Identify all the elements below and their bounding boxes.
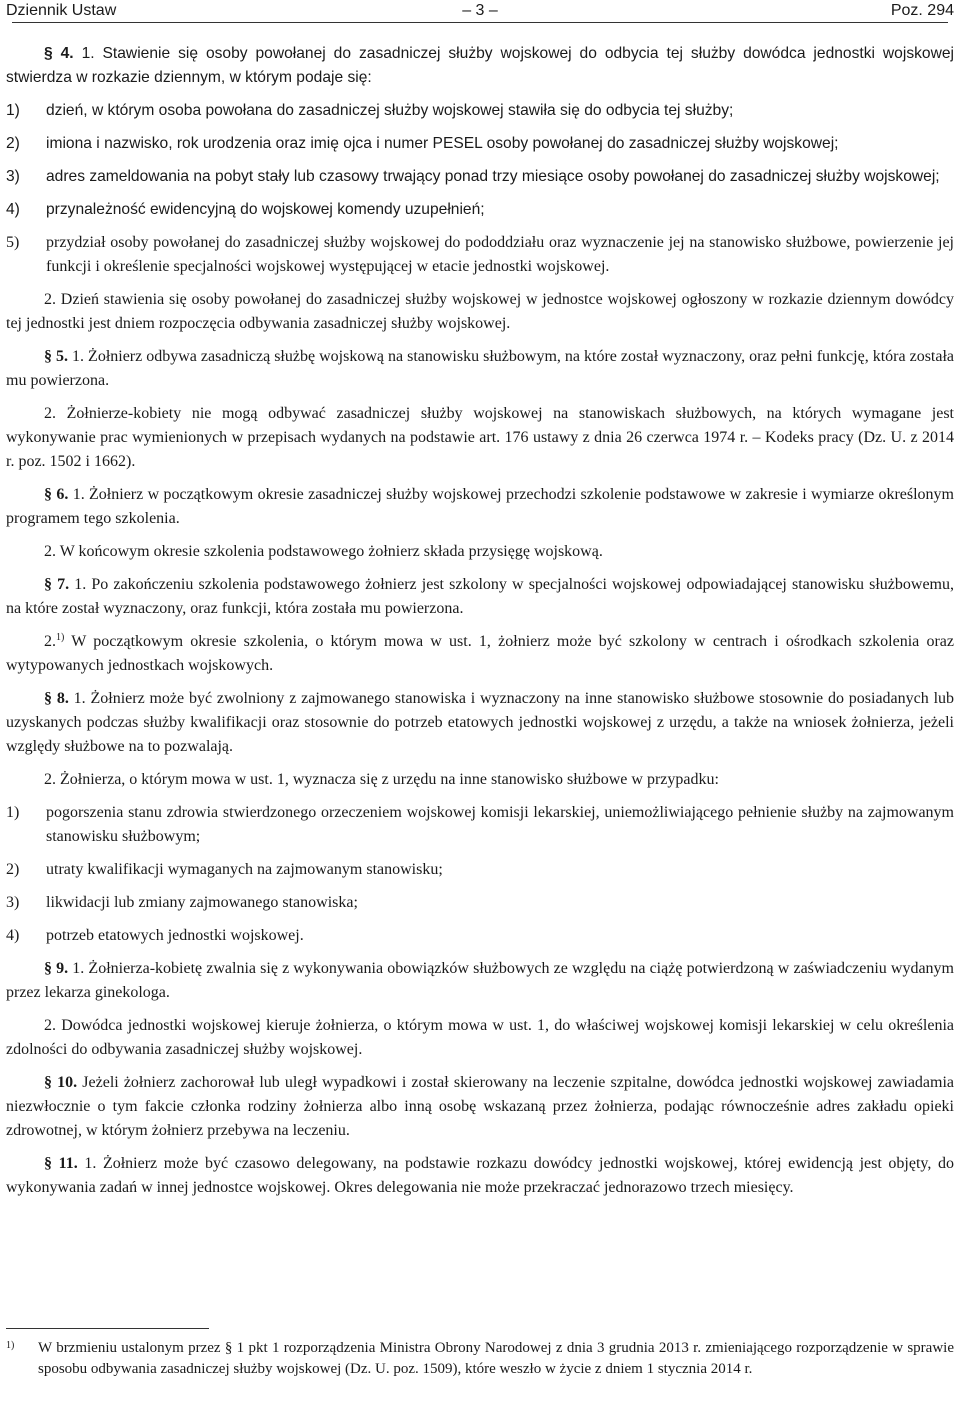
section-8-paragraph-2: 2. Żołnierza, o którym mowa w ust. 1, wyznacza się z urzędu na inne stanowisko służbowe w przypadku: — [44, 771, 719, 788]
footnote-number: 1) — [6, 1340, 15, 1351]
section-4-number: § 4. — [44, 45, 74, 62]
section-10-paragraph: § 10. Jeżeli żołnierz zachorował lub uległ wypadkowi i został skierowany na leczenie szpitalne, dowódca jednostki wojskowej zawiadamia niezwłocznie o tym fakcie członka rodziny żołnierza albo inną osobę wskazaną przez żołnierza, podając równocześnie adres zakładu opieki zdrowotnej, w którym żołnierz przebywa na leczeniu. — [6, 1074, 955, 1139]
section-4-paragraph-1: § 4. 1. Stawienie się osoby powołanej do zasadniczej służby wojskowej do odbycia tej służby dowódca jednostki wojskowej stwierdza w rozkazie dziennym, w którym podaje się: — [6, 45, 954, 86]
section-4-item: 4) przynależność ewidencyjną do wojskowej komendy uzupełnień; — [6, 201, 485, 218]
section-4-paragraph-2: 2. Dzień stawienia się osoby powołanej do zasadniczej służby wojskowej w jednostce wojskowej ogłoszony w rozkazie dziennym dowódcy tej jednostki jest dniem rozpoczęcia odbywania zasadniczej służby wojskowej. — [6, 291, 954, 332]
footnote — [6, 1338, 954, 1380]
section-6-paragraph-2: 2. W końcowym okresie szkolenia podstawowego żołnierz składa przysięgę wojskową. — [44, 543, 603, 560]
section-7-number: § 7. — [44, 576, 70, 593]
section-5-paragraph-1: § 5. 1. Żołnierz odbywa zasadniczą służbę wojskową na stanowisku służbowym, na które został wyznaczony, oraz pełni funkcję, która została mu powierzona. — [6, 348, 955, 389]
header-rule — [12, 22, 948, 23]
section-4-item: 3) adres zameldowania na pobyt stały lub czasowy trwający ponad trzy miesiące osoby powołanej do zasadniczej służby wojskowej; — [6, 168, 940, 185]
document-body — [6, 42, 954, 1209]
section-4-item: 5) przydział osoby powołanej do zasadniczej służby wojskowej do pododdziału oraz wyznaczenie jej na stanowisko służbowe, powierzenie jej funkcji i określenie specjalności wojskowej występującej w etacie jednostki wojskowej. — [6, 234, 954, 275]
section-5-number: § 5. — [44, 348, 69, 365]
section-11-number: § 11. — [44, 1155, 78, 1172]
section-8-item: 1) pogorszenia stanu zdrowia stwierdzonego orzeczeniem wojskowej komisji lekarskiej, uniemożliwiającego pełnienie służby na zajmowanym stanowisku służbowym; — [6, 804, 954, 845]
section-4-item: 2) imiona i nazwisko, rok urodzenia oraz imię ojca i numer PESEL osoby powołanej do zasadniczej służby wojskowej; — [6, 135, 839, 152]
section-9-number: § 9. — [44, 960, 69, 977]
journal-title: Dziennik Ustaw — [6, 2, 117, 19]
section-9-paragraph-1: § 9. 1. Żołnierza-kobietę zwalnia się z wykonywania obowiązków służbowych ze względu na ciążę potwierdzoną w zaświadczeniu wydanym przez lekarza ginekologa. — [6, 960, 954, 1001]
page-number: – 3 – — [462, 2, 498, 19]
footnote-rule — [6, 1328, 209, 1329]
section-11-paragraph-1: § 11. 1. Żołnierz może być czasowo delegowany, na podstawie rozkazu dowódcy jednostki wojskowej, której ewidencją jest objęty, do wykonywania zadań w innej jednostce wojskowej. Okres delegowania nie może przekraczać jednorazowo trzech miesięcy. — [6, 1155, 954, 1196]
page-header — [6, 0, 954, 24]
section-4-item: 1) dzień, w którym osoba powołana do zasadniczej służby wojskowej stawiła się do odbycia tej służby; — [6, 102, 734, 119]
footnote-reference: 1) — [56, 632, 65, 643]
section-10-number: § 10. — [44, 1074, 78, 1091]
section-7-paragraph-2: 2.$^{1)}$ W początkowym okresie szkolenia, o którym mowa w ust. 1, żołnierz może być szkolony w centrach i ośrodkach szkolenia oraz wytypowanych jednostkach wojskowych. — [6, 632, 955, 674]
section-6-paragraph-1: § 6. 1. Żołnierz w początkowym okresie zasadniczej służby wojskowej przechodzi szkolenie podstawowe w zakresie i wymiarze określonym programem tego szkolenia. — [6, 486, 954, 527]
section-8-item: 3) likwidacji lub zmiany zajmowanego stanowiska; — [6, 894, 358, 911]
position-number: Poz. 294 — [890, 2, 954, 19]
section-7-paragraph-1: § 7. 1. Po zakończeniu szkolenia podstawowego żołnierz jest szkolony w specjalności wojskowej odpowiadającej stanowisku służbowemu, na które został wyznaczony, oraz funkcji, która została mu powierzona. — [6, 576, 954, 617]
section-8-number: § 8. — [44, 690, 69, 707]
section-8-item: 2) utraty kwalifikacji wymaganych na zajmowanym stanowisku; — [6, 861, 443, 878]
section-5-paragraph-2: 2. Żołnierze-kobiety nie mogą odbywać zasadniczej służby wojskowej na stanowiskach służbowych, na których wymagane jest wykonywanie prac wymienionych w przepisach wydanych na podstawie art. 176 ustawy z dnia 26 czerwca 1974 r. – Kodeks pracy (Dz. U. z 2014 r. poz. 1502 i 1662). — [6, 405, 954, 470]
section-8-paragraph-1: § 8. 1. Żołnierz może być zwolniony z zajmowanego stanowiska i wyznaczony na inne stanowisko służbowe stosownie do posiadanych lub uzyskanych podczas służby kwalifikacji oraz stosownie do potrzeb etatowych jednostki wojskowej z urzędu, a także na wniosek żołnierza, jeżeli względy służbowe na to pozwalają. — [6, 690, 955, 755]
footnote-text: W brzmieniu ustalonym przez § 1 pkt 1 rozporządzenia Ministra Obrony Narodowej z dnia 3 grudnia 2013 r. zmieniającego rozporządzenie w sprawie sposobu odbywania zasadniczej służby wojskowej (Dz. U. poz. 1509), które weszło w życie z dniem 1 stycznia 2014 r. — [38, 1340, 954, 1377]
section-6-number: § 6. — [44, 486, 69, 503]
section-9-paragraph-2: 2. Dowódca jednostki wojskowej kieruje żołnierza, o którym mowa w ust. 1, do właściwej wojskowej komisji lekarskiej w celu określenia zdolności do odbywania zasadniczej służby wojskowej. — [6, 1017, 954, 1058]
section-8-item: 4) potrzeb etatowych jednostki wojskowej. — [6, 927, 304, 944]
